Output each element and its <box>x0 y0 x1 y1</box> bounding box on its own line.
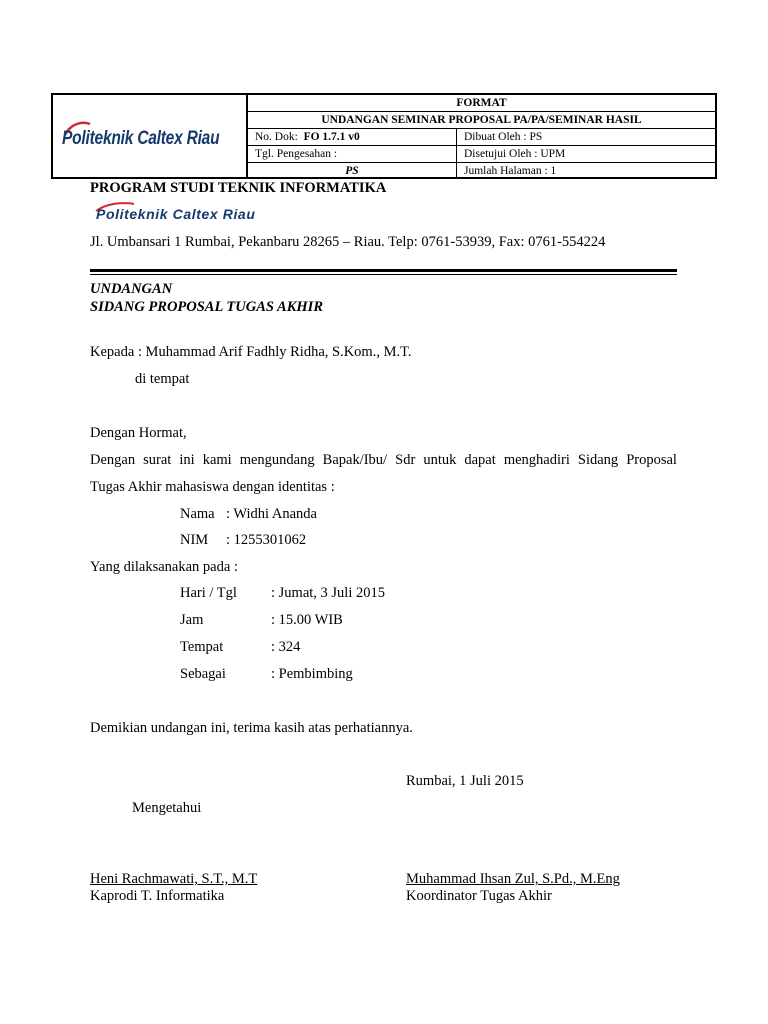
institution-address: Jl. Umbansari 1 Rumbai, Pekanbaru 28265 – Riau. Telp: 0761-53939, Fax: 0761-554224 <box>90 234 606 250</box>
jam-value: : 15.00 WIB <box>271 612 343 628</box>
body-word: kami <box>202 452 232 468</box>
salutation: Dengan Hormat, <box>90 425 187 441</box>
body-word: Sdr <box>395 452 416 468</box>
format-row <box>248 95 715 112</box>
disetujui-oleh: Disetujui Oleh : UPM <box>456 146 715 162</box>
doc-title: UNDANGAN SEMINAR PROPOSAL PA/PA/SEMINAR HASIL <box>321 114 642 126</box>
signatory-left-name: Heni Rachmawati, S.T., M.T <box>90 871 258 887</box>
body-line-2: Tugas Akhir mahasiswa dengan identitas : <box>90 479 335 495</box>
nama-label: Nama <box>180 506 215 522</box>
body-word: ini <box>179 452 195 468</box>
body-word: Bapak/Ibu/ <box>322 452 388 468</box>
closing-remark: Demikian undangan ini, terima kasih atas perhatiannya. <box>90 720 413 736</box>
hari-value: : Jumat, 3 Juli 2015 <box>271 585 385 601</box>
body-word: Proposal <box>626 452 677 468</box>
document-header-table <box>51 93 717 179</box>
nim-label: NIM <box>180 532 209 548</box>
format-label: FORMAT <box>456 97 507 109</box>
body-word: mengundang <box>239 452 315 468</box>
pengesahan-row <box>248 146 715 163</box>
body-word: dapat <box>464 452 496 468</box>
letterhead-rule-thick <box>90 269 677 272</box>
ps-row <box>248 163 715 179</box>
dibuat-oleh: Dibuat Oleh : PS <box>456 129 715 145</box>
body-word: surat <box>143 452 172 468</box>
place-date: Rumbai, 1 Juli 2015 <box>406 773 524 789</box>
letterhead-rule-thin <box>90 274 677 275</box>
header-logo-cell <box>53 95 248 177</box>
signatory-right-name: Muhammad Ihsan Zul, S.Pd., M.Eng <box>406 871 620 887</box>
sebagai-value: : Pembimbing <box>271 666 353 682</box>
body-word: Sidang <box>577 452 619 468</box>
title-row <box>248 112 715 129</box>
letter-title-2: SIDANG PROPOSAL TUGAS AKHIR <box>90 299 323 315</box>
acknowledged-label: Mengetahui <box>132 800 202 816</box>
tempat-value: : 324 <box>271 639 301 655</box>
program-name: PROGRAM STUDI TEKNIK INFORMATIKA <box>90 180 387 196</box>
nama-value: : Widhi Ananda <box>226 506 317 522</box>
body-word: untuk <box>423 452 457 468</box>
body-word: Dengan <box>90 452 136 468</box>
ps-label: PS <box>345 165 359 177</box>
jam-label: Jam <box>180 612 204 628</box>
recipient: Kepada : Muhammad Arif Fadhly Ridha, S.Kom., M.T. <box>90 344 412 360</box>
nim-value: : 1255301062 <box>226 532 307 548</box>
letter-title-1: UNDANGAN <box>90 281 173 297</box>
signatory-right-title: Koordinator Tugas Akhir <box>406 888 552 904</box>
schedule-intro: Yang dilaksanakan pada : <box>90 559 238 575</box>
recipient-place: di tempat <box>135 371 190 387</box>
jumlah-halaman: Jumlah Halaman : 1 <box>456 163 715 179</box>
no-dok-row <box>248 129 715 146</box>
no-dok-value: FO 1.7.1 v0 <box>303 131 360 143</box>
letterhead-logo-text: Politeknik Caltex Riau <box>96 206 256 222</box>
no-dok-label: No. Dok: <box>255 131 298 143</box>
hari-label: Hari / Tgl <box>180 585 237 601</box>
signatory-left-title: Kaprodi T. Informatika <box>90 888 225 904</box>
body-word: menghadiri <box>503 452 570 468</box>
body-line-1 <box>90 453 677 468</box>
tempat-label: Tempat <box>180 639 224 655</box>
tgl-pengesahan: Tgl. Pengesahan : <box>255 148 338 160</box>
header-logo-text: Politeknik Caltex Riau <box>62 128 220 149</box>
sebagai-label: Sebagai <box>180 666 226 682</box>
no-dok-cell <box>248 129 456 145</box>
